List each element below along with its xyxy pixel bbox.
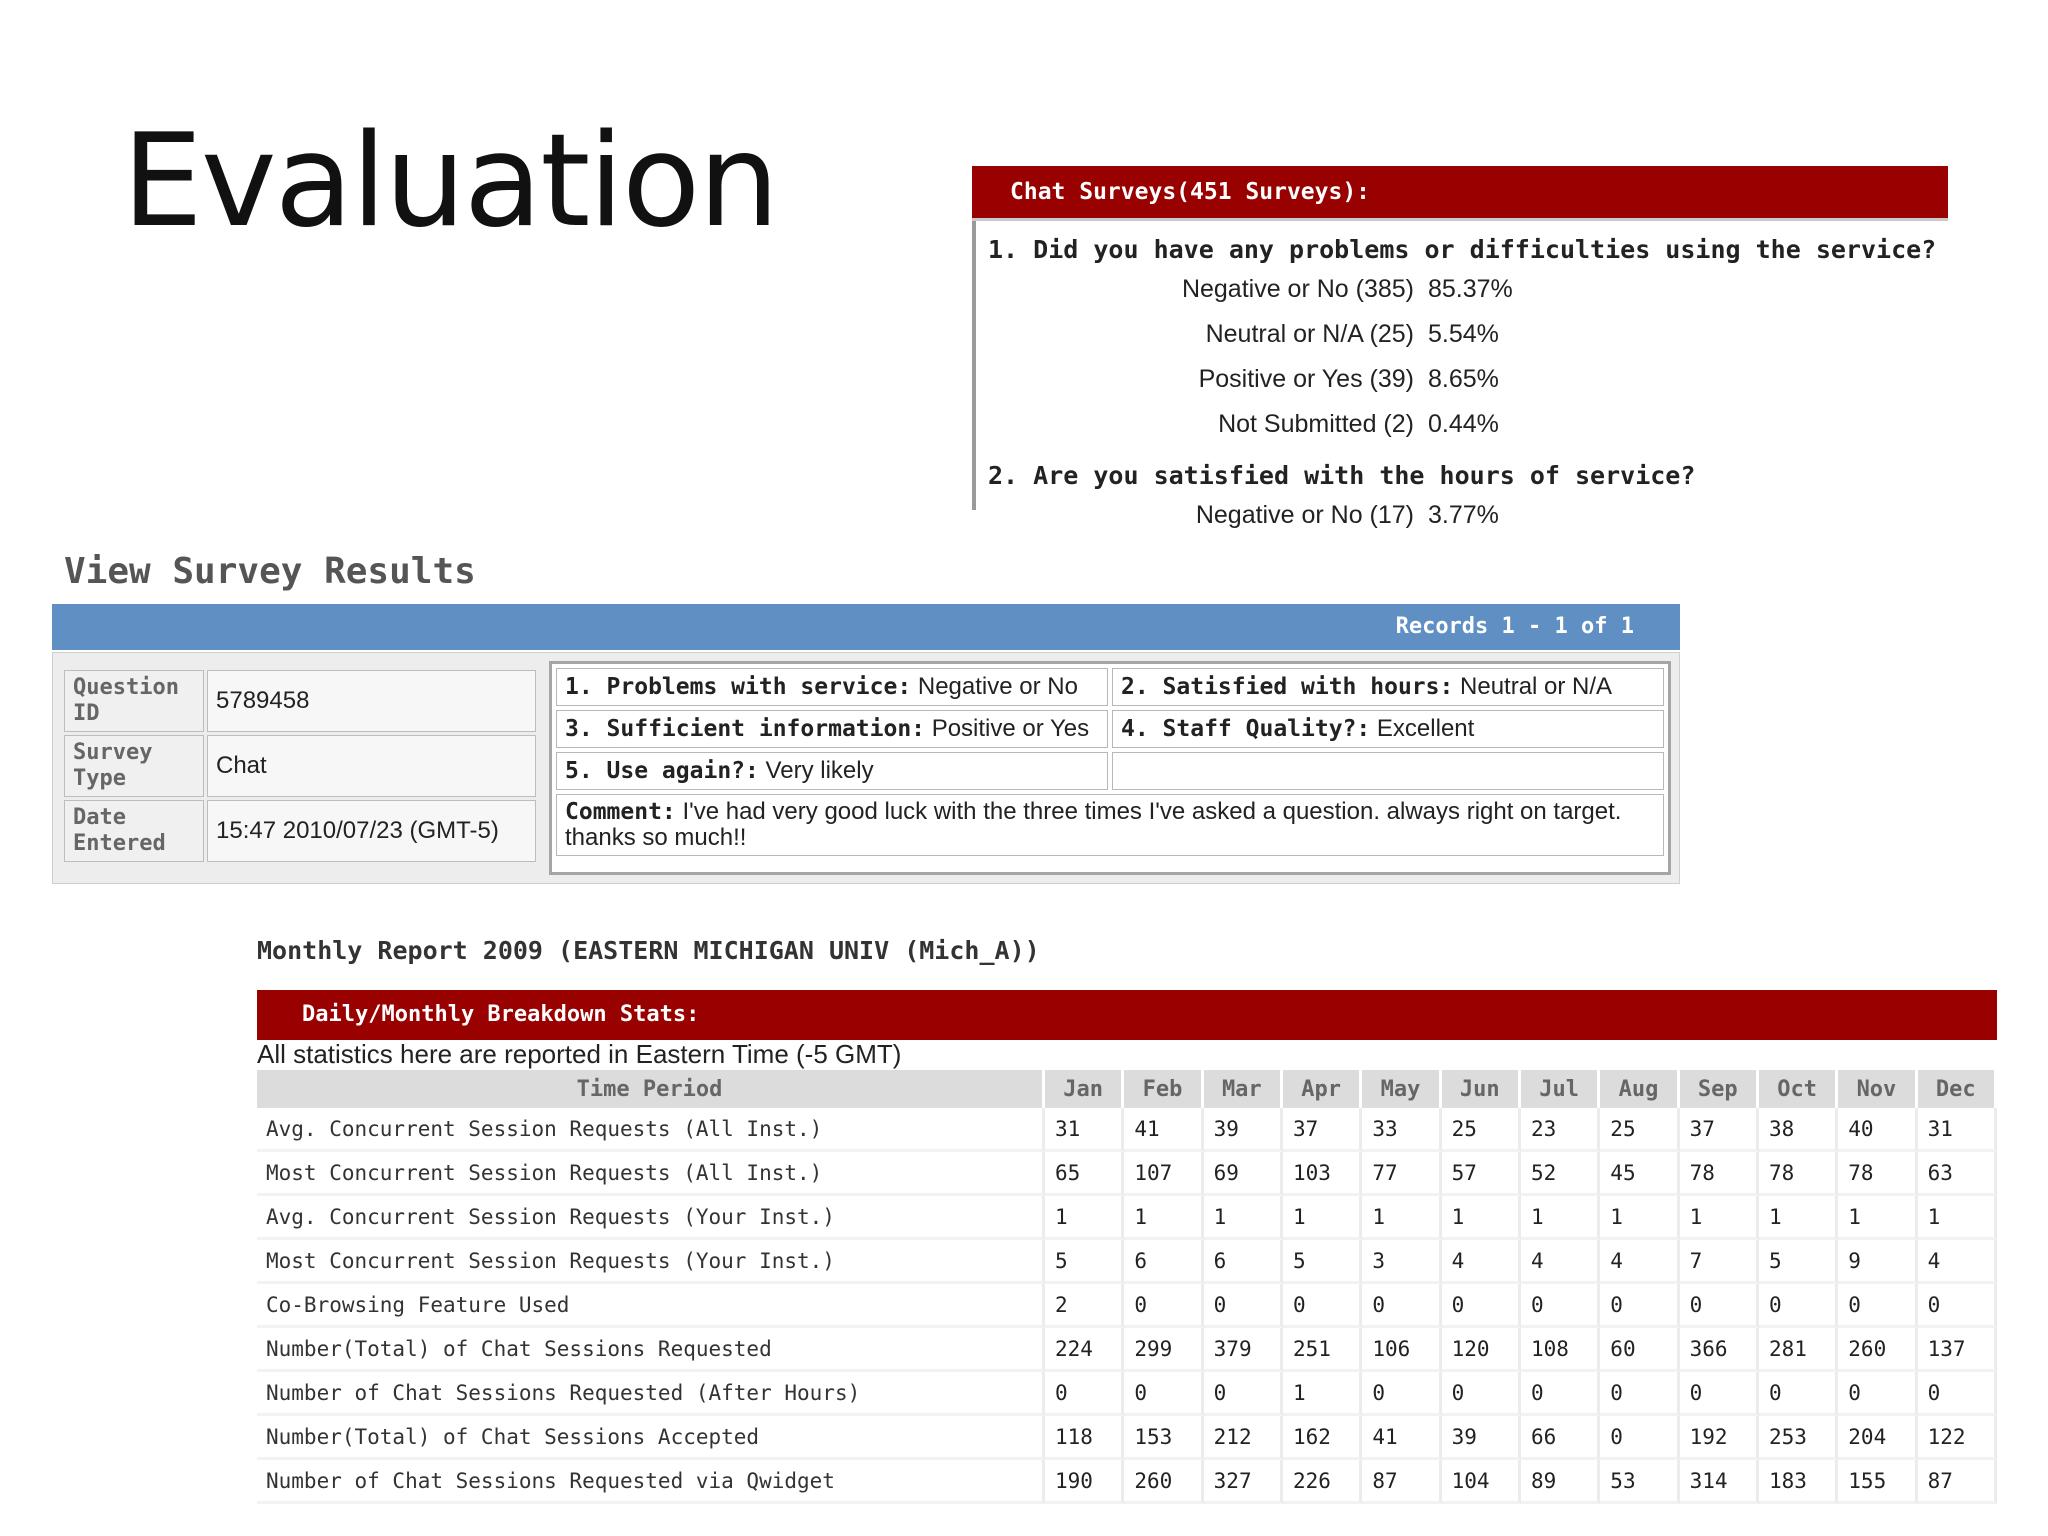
column-header-month: Sep — [1680, 1070, 1759, 1108]
month-value: 120 — [1442, 1328, 1521, 1372]
meta-value: 15:47 2010/07/23 (GMT-5) — [207, 800, 536, 862]
comment-cell — [556, 794, 1664, 856]
month-value: 162 — [1283, 1416, 1362, 1460]
column-header-month: Aug — [1600, 1070, 1679, 1108]
month-value: 60 — [1600, 1328, 1679, 1372]
month-value: 379 — [1204, 1328, 1283, 1372]
month-value: 224 — [1045, 1328, 1124, 1372]
month-value: 122 — [1918, 1416, 1997, 1460]
result-percent: 5.54% — [1428, 320, 1499, 348]
month-value: 41 — [1124, 1108, 1203, 1152]
metric-name: Number(Total) of Chat Sessions Requested — [257, 1328, 1045, 1372]
month-value: 106 — [1362, 1328, 1441, 1372]
view-survey-results-title: View Survey Results — [64, 551, 476, 592]
records-count: Records 1 - 1 of 1 — [1395, 614, 1634, 639]
column-header-month: Dec — [1918, 1070, 1997, 1108]
metric-name: Avg. Concurrent Session Requests (All Inst.) — [257, 1108, 1045, 1152]
metric-name: Co-Browsing Feature Used — [257, 1284, 1045, 1328]
table-row — [257, 1328, 1997, 1372]
month-value: 78 — [1838, 1152, 1917, 1196]
metric-name: Most Concurrent Session Requests (All Inst.) — [257, 1152, 1045, 1196]
column-header-month: May — [1362, 1070, 1441, 1108]
month-value: 89 — [1521, 1460, 1600, 1504]
column-header-month: Jan — [1045, 1070, 1124, 1108]
table-row — [257, 1416, 1997, 1460]
table-row — [257, 1196, 1997, 1240]
month-value: 63 — [1918, 1152, 1997, 1196]
month-value: 78 — [1759, 1152, 1838, 1196]
chat-surveys-header: Chat Surveys(451 Surveys): — [972, 166, 1948, 221]
month-value: 23 — [1521, 1108, 1600, 1152]
month-value: 260 — [1838, 1328, 1917, 1372]
month-value: 212 — [1204, 1416, 1283, 1460]
month-value: 0 — [1680, 1372, 1759, 1416]
q1-result-row — [988, 402, 1948, 447]
month-value: 327 — [1204, 1460, 1283, 1504]
table-row — [257, 1284, 1997, 1328]
table-row — [257, 1372, 1997, 1416]
meta-row — [64, 800, 536, 862]
month-value: 5 — [1283, 1240, 1362, 1284]
month-value: 260 — [1124, 1460, 1203, 1504]
q1-result-row — [988, 312, 1948, 357]
month-value: 1 — [1283, 1372, 1362, 1416]
column-header-month: Feb — [1124, 1070, 1203, 1108]
month-value: 1 — [1759, 1196, 1838, 1240]
monthly-report-title: Monthly Report 2009 (EASTERN MICHIGAN UNIV (Mich_A)) — [257, 936, 1040, 965]
month-value: 0 — [1680, 1284, 1759, 1328]
answer-label: 2. Satisfied with hours: — [1121, 674, 1454, 700]
month-value: 0 — [1600, 1284, 1679, 1328]
month-value: 1 — [1521, 1196, 1600, 1240]
answer-cell-empty — [1112, 752, 1664, 790]
survey-question-2: 2. Are you satisfied with the hours of service? — [988, 461, 1696, 490]
month-value: 183 — [1759, 1460, 1838, 1504]
metric-name: Most Concurrent Session Requests (Your Inst.) — [257, 1240, 1045, 1284]
table-row — [257, 1108, 1997, 1152]
month-value: 190 — [1045, 1460, 1124, 1504]
month-value: 53 — [1600, 1460, 1679, 1504]
month-value: 0 — [1442, 1372, 1521, 1416]
month-value: 1 — [1600, 1196, 1679, 1240]
month-value: 253 — [1759, 1416, 1838, 1460]
month-value: 0 — [1600, 1416, 1679, 1460]
month-value: 155 — [1838, 1460, 1917, 1504]
result-percent: 0.44% — [1428, 410, 1499, 438]
month-value: 0 — [1283, 1284, 1362, 1328]
month-value: 108 — [1521, 1328, 1600, 1372]
month-value: 137 — [1918, 1328, 1997, 1372]
month-value: 77 — [1362, 1152, 1441, 1196]
month-value: 9 — [1838, 1240, 1917, 1284]
answer-cell — [556, 710, 1108, 748]
month-value: 0 — [1838, 1284, 1917, 1328]
answer-value: Excellent — [1376, 715, 1475, 742]
metric-name: Number of Chat Sessions Requested via Qwidget — [257, 1460, 1045, 1504]
month-value: 31 — [1918, 1108, 1997, 1152]
month-value: 39 — [1204, 1108, 1283, 1152]
month-value: 107 — [1124, 1152, 1203, 1196]
column-header-month: Jun — [1442, 1070, 1521, 1108]
month-value: 31 — [1045, 1108, 1124, 1152]
answer-cell — [556, 668, 1108, 706]
answer-label: 1. Problems with service: — [565, 674, 912, 700]
answer-label: 4. Staff Quality?: — [1121, 716, 1371, 742]
month-value: 4 — [1918, 1240, 1997, 1284]
month-value: 1 — [1204, 1196, 1283, 1240]
result-label: Neutral or N/A (25) — [1205, 320, 1414, 348]
month-value: 0 — [1521, 1372, 1600, 1416]
table-row — [257, 1460, 1997, 1504]
month-value: 37 — [1680, 1108, 1759, 1152]
month-value: 0 — [1124, 1284, 1203, 1328]
month-value: 4 — [1442, 1240, 1521, 1284]
answer-label: 5. Use again?: — [565, 758, 759, 784]
answer-value: Very likely — [765, 757, 874, 784]
month-value: 299 — [1124, 1328, 1203, 1372]
month-value: 25 — [1600, 1108, 1679, 1152]
result-percent: 3.77% — [1428, 501, 1499, 529]
month-value: 3 — [1362, 1240, 1441, 1284]
month-value: 39 — [1442, 1416, 1521, 1460]
month-value: 38 — [1759, 1108, 1838, 1152]
answer-value: Positive or Yes — [931, 715, 1090, 742]
comment-label: Comment: — [565, 799, 676, 825]
month-value: 0 — [1838, 1372, 1917, 1416]
month-value: 0 — [1045, 1372, 1124, 1416]
month-value: 40 — [1838, 1108, 1917, 1152]
meta-key: Question ID — [64, 670, 204, 732]
month-value: 314 — [1680, 1460, 1759, 1504]
month-value: 0 — [1362, 1284, 1441, 1328]
column-header-month: Apr — [1283, 1070, 1362, 1108]
result-label: Not Submitted (2) — [1218, 410, 1414, 438]
month-value: 69 — [1204, 1152, 1283, 1196]
table-row — [257, 1240, 1997, 1284]
month-value: 1 — [1283, 1196, 1362, 1240]
month-value: 5 — [1759, 1240, 1838, 1284]
month-value: 57 — [1442, 1152, 1521, 1196]
breakdown-stats-header: Daily/Monthly Breakdown Stats: — [257, 990, 1997, 1040]
month-value: 104 — [1442, 1460, 1521, 1504]
answer-cell — [556, 752, 1108, 790]
answer-label: 3. Sufficient information: — [565, 716, 926, 742]
month-value: 0 — [1918, 1372, 1997, 1416]
month-value: 153 — [1124, 1416, 1203, 1460]
month-value: 281 — [1759, 1328, 1838, 1372]
month-value: 0 — [1124, 1372, 1203, 1416]
records-bar — [52, 604, 1680, 650]
month-value: 78 — [1680, 1152, 1759, 1196]
month-value: 1 — [1442, 1196, 1521, 1240]
meta-row — [64, 670, 536, 732]
q1-result-row — [988, 357, 1948, 402]
answer-value: Neutral or N/A — [1460, 673, 1613, 700]
answer-value: Negative or No — [917, 673, 1078, 700]
column-header-month: Mar — [1204, 1070, 1283, 1108]
month-value: 0 — [1204, 1284, 1283, 1328]
month-value: 0 — [1600, 1372, 1679, 1416]
month-value: 7 — [1680, 1240, 1759, 1284]
metric-name: Number(Total) of Chat Sessions Accepted — [257, 1416, 1045, 1460]
stats-header-row — [257, 1070, 1997, 1108]
month-value: 2 — [1045, 1284, 1124, 1328]
month-value: 226 — [1283, 1460, 1362, 1504]
month-value: 65 — [1045, 1152, 1124, 1196]
meta-row — [64, 735, 536, 797]
result-label: Negative or No (17) — [1195, 501, 1414, 529]
month-value: 33 — [1362, 1108, 1441, 1152]
result-label: Positive or Yes (39) — [1198, 365, 1414, 393]
month-value: 1 — [1124, 1196, 1203, 1240]
result-label: Negative or No (385) — [1181, 275, 1414, 303]
monthly-stats-table — [257, 1070, 1997, 1504]
meta-key: Date Entered — [64, 800, 204, 862]
month-value: 87 — [1918, 1460, 1997, 1504]
month-value: 25 — [1442, 1108, 1521, 1152]
month-value: 6 — [1204, 1240, 1283, 1284]
month-value: 52 — [1521, 1152, 1600, 1196]
month-value: 103 — [1283, 1152, 1362, 1196]
survey-record-box — [52, 652, 1680, 884]
answers-panel — [549, 661, 1671, 875]
column-header-time-period: Time Period — [257, 1070, 1045, 1108]
comment-text: I've had very good luck with the three times I've asked a question. always right on target. thanks so much!! — [565, 798, 1622, 851]
month-value: 1 — [1362, 1196, 1441, 1240]
column-header-month: Jul — [1521, 1070, 1600, 1108]
chat-surveys-body — [972, 221, 1948, 529]
month-value: 0 — [1759, 1284, 1838, 1328]
survey-meta-table — [61, 667, 539, 865]
month-value: 66 — [1521, 1416, 1600, 1460]
meta-value: 5789458 — [207, 670, 536, 732]
survey-question-1: 1. Did you have any problems or difficulties using the service? — [988, 235, 1937, 264]
answer-cell — [1112, 668, 1664, 706]
metric-name: Avg. Concurrent Session Requests (Your Inst.) — [257, 1196, 1045, 1240]
month-value: 45 — [1600, 1152, 1679, 1196]
meta-key: Survey Type — [64, 735, 204, 797]
month-value: 87 — [1362, 1460, 1441, 1504]
month-value: 118 — [1045, 1416, 1124, 1460]
month-value: 0 — [1521, 1284, 1600, 1328]
month-value: 4 — [1600, 1240, 1679, 1284]
month-value: 0 — [1759, 1372, 1838, 1416]
metric-name: Number of Chat Sessions Requested (After Hours) — [257, 1372, 1045, 1416]
result-percent: 85.37% — [1428, 275, 1513, 303]
column-header-month: Nov — [1838, 1070, 1917, 1108]
answer-cell — [1112, 710, 1664, 748]
table-row — [257, 1152, 1997, 1196]
month-value: 1 — [1918, 1196, 1997, 1240]
month-value: 0 — [1362, 1372, 1441, 1416]
column-header-month: Oct — [1759, 1070, 1838, 1108]
month-value: 366 — [1680, 1328, 1759, 1372]
timezone-note: All statistics here are reported in Eastern Time (-5 GMT) — [257, 1039, 902, 1069]
month-value: 251 — [1283, 1328, 1362, 1372]
month-value: 0 — [1918, 1284, 1997, 1328]
month-value: 1 — [1838, 1196, 1917, 1240]
q2-result-row — [988, 493, 1948, 538]
month-value: 37 — [1283, 1108, 1362, 1152]
month-value: 4 — [1521, 1240, 1600, 1284]
month-value: 204 — [1838, 1416, 1917, 1460]
month-value: 1 — [1045, 1196, 1124, 1240]
answers-table — [552, 664, 1668, 860]
meta-value: Chat — [207, 735, 536, 797]
month-value: 192 — [1680, 1416, 1759, 1460]
slide-title: Evaluation — [122, 107, 778, 256]
month-value: 6 — [1124, 1240, 1203, 1284]
month-value: 41 — [1362, 1416, 1441, 1460]
month-value: 5 — [1045, 1240, 1124, 1284]
month-value: 1 — [1680, 1196, 1759, 1240]
chat-surveys-panel — [972, 166, 1948, 529]
month-value: 0 — [1442, 1284, 1521, 1328]
month-value: 0 — [1204, 1372, 1283, 1416]
q1-result-row — [988, 267, 1948, 312]
result-percent: 8.65% — [1428, 365, 1499, 393]
